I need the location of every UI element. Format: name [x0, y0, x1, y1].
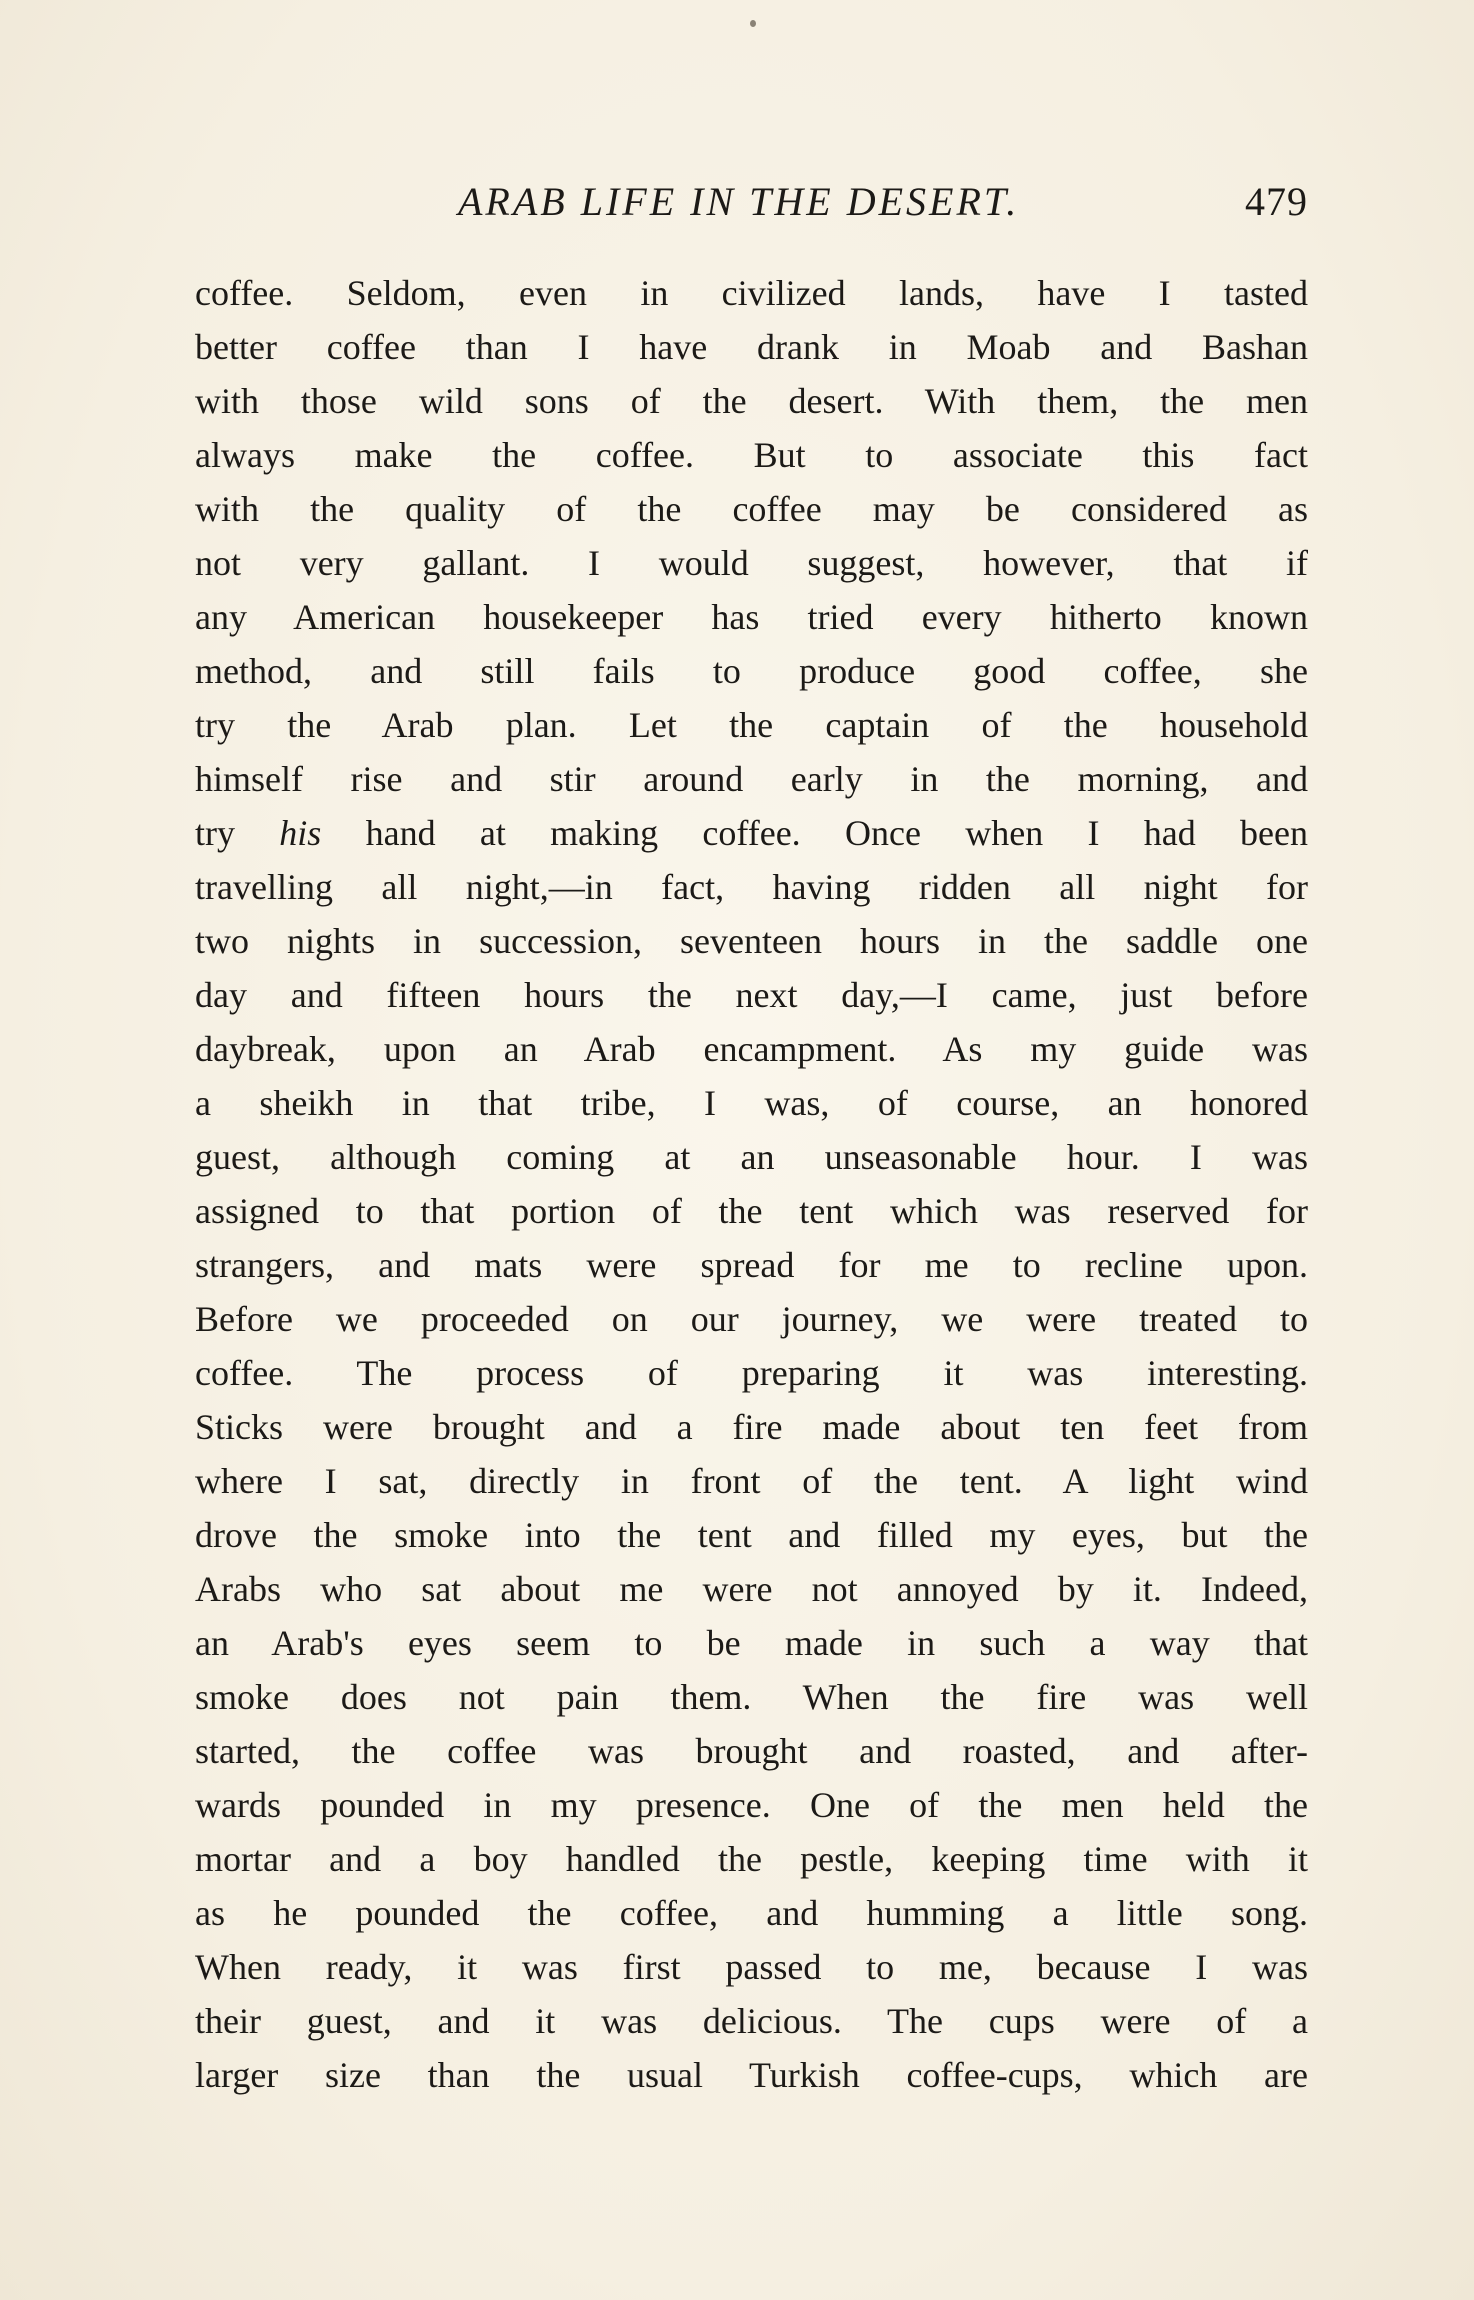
page-number: 479 — [1245, 179, 1308, 224]
text-line: two nights in succession, seventeen hours in the saddle one — [195, 921, 1308, 961]
text-line: their guest, and it was delicious. The cups were of a — [195, 2001, 1308, 2041]
text-line: smoke does not pain them. When the fire was well — [195, 1677, 1308, 1717]
text-line: with the quality of the coffee may be considered as — [195, 489, 1308, 529]
text-line: mortar and a boy handled the pestle, keeping time with it — [195, 1839, 1308, 1879]
text-line: Sticks were brought and a fire made about ten feet from — [195, 1407, 1308, 1447]
text-line: where I sat, directly in front of the tent. A light wind — [195, 1461, 1308, 1501]
body-text — [195, 266, 1308, 2102]
text-line: assigned to that portion of the tent which was reserved for — [195, 1191, 1308, 1231]
running-title: ARAB LIFE IN THE DESERT. — [458, 179, 1020, 224]
running-head — [195, 176, 1308, 228]
text-line: coffee. The process of preparing it was interesting. — [195, 1353, 1308, 1393]
text-line: method, and still fails to produce good coffee, she — [195, 651, 1308, 691]
text-line: started, the coffee was brought and roasted, and after- — [195, 1731, 1308, 1771]
text-line: coffee. Seldom, even in civilized lands, have I tasted — [195, 273, 1308, 313]
italic-word: his — [279, 813, 322, 853]
text-line: guest, although coming at an unseasonable hour. I was — [195, 1137, 1308, 1177]
text-line: travelling all night,—in fact, having ridden all night for — [195, 867, 1308, 907]
text-line: try his hand at making coffee. Once when I had been — [195, 813, 1309, 853]
text-line: When ready, it was first passed to me, because I was — [195, 1947, 1308, 1987]
text-line: strangers, and mats were spread for me to recline upon. — [195, 1245, 1308, 1285]
text-line: wards pounded in my presence. One of the men held the — [195, 1785, 1308, 1825]
text-line: as he pounded the coffee, and humming a little song. — [195, 1893, 1308, 1933]
text-line: any American housekeeper has tried every hitherto known — [195, 597, 1308, 637]
text-line: larger size than the usual Turkish coffee-cups, which are — [195, 2055, 1308, 2095]
text-line: an Arab's eyes seem to be made in such a way that — [195, 1623, 1308, 1663]
text-line: Before we proceeded on our journey, we were treated to — [195, 1299, 1308, 1339]
text-line: better coffee than I have drank in Moab and Bashan — [195, 327, 1308, 367]
text-line: day and fifteen hours the next day,—I came, just before — [195, 975, 1308, 1015]
text-line: drove the smoke into the tent and filled my eyes, but the — [195, 1515, 1308, 1555]
text-line: always make the coffee. But to associate this fact — [195, 435, 1308, 475]
text-line: daybreak, upon an Arab encampment. As my guide was — [195, 1029, 1308, 1069]
text-line: not very gallant. I would suggest, however, that if — [195, 543, 1308, 583]
text-line: Arabs who sat about me were not annoyed by it. Indeed, — [195, 1569, 1308, 1609]
ink-speck — [750, 20, 756, 27]
text-line: with those wild sons of the desert. With them, the men — [195, 381, 1308, 421]
text-line: himself rise and stir around early in the morning, and — [195, 759, 1308, 799]
text-line: try the Arab plan. Let the captain of the household — [195, 705, 1308, 745]
text-line: a sheikh in that tribe, I was, of course, an honored — [195, 1083, 1308, 1123]
